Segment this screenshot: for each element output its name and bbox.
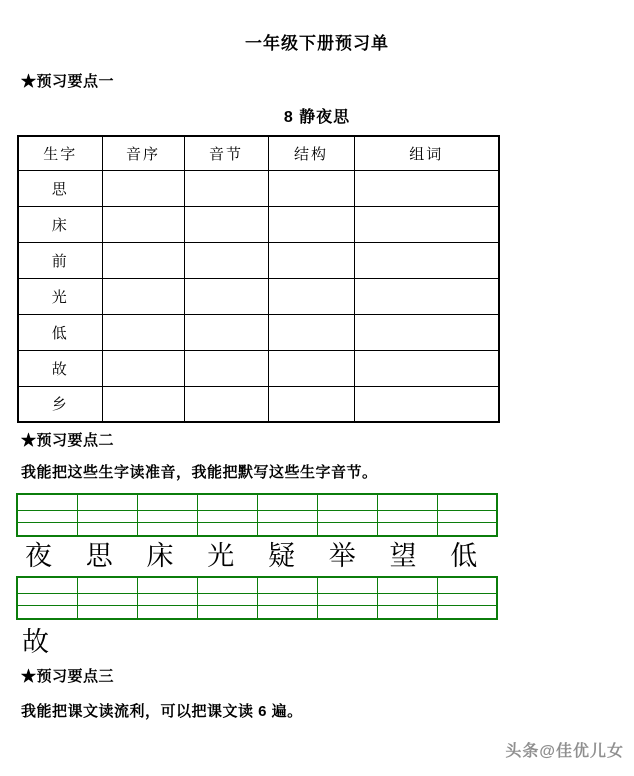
empty-cell bbox=[268, 314, 354, 350]
pinyin-cell bbox=[197, 605, 257, 619]
empty-cell bbox=[354, 206, 499, 242]
empty-cell bbox=[184, 242, 268, 278]
watermark: 头条@佳优儿女 bbox=[505, 743, 624, 760]
empty-cell bbox=[268, 242, 354, 278]
empty-cell bbox=[102, 278, 184, 314]
pinyin-cell bbox=[17, 577, 77, 593]
empty-cell bbox=[354, 314, 499, 350]
empty-cell bbox=[354, 386, 499, 422]
page-title: 一年级下册预习单 bbox=[245, 34, 389, 53]
pinyin-cell bbox=[137, 593, 197, 605]
pinyin-cell bbox=[377, 494, 437, 510]
pinyin-cell bbox=[197, 494, 257, 510]
pinyin-grid-1 bbox=[16, 493, 498, 537]
empty-cell bbox=[268, 206, 354, 242]
empty-cell bbox=[268, 350, 354, 386]
pinyin-grid-row bbox=[17, 522, 497, 536]
pinyin-grid-row bbox=[17, 494, 497, 510]
table-row bbox=[18, 350, 499, 386]
pinyin-cell bbox=[17, 494, 77, 510]
empty-cell bbox=[184, 170, 268, 206]
pinyin-cell bbox=[77, 494, 137, 510]
empty-cell bbox=[268, 386, 354, 422]
pinyin-cell bbox=[197, 522, 257, 536]
empty-cell bbox=[354, 350, 499, 386]
pinyin-grid-row bbox=[17, 577, 497, 593]
section3-heading: ★预习要点三 bbox=[21, 668, 115, 685]
empty-cell bbox=[102, 350, 184, 386]
empty-cell bbox=[184, 278, 268, 314]
pinyin-cell bbox=[17, 605, 77, 619]
table-row bbox=[18, 386, 499, 422]
section2-heading: ★预习要点二 bbox=[21, 432, 115, 449]
pinyin-cell bbox=[257, 494, 317, 510]
char-cell: 光 bbox=[18, 278, 102, 314]
pinyin-cell bbox=[377, 522, 437, 536]
pinyin-cell bbox=[137, 577, 197, 593]
empty-cell bbox=[102, 242, 184, 278]
empty-cell bbox=[354, 278, 499, 314]
section1-heading: ★预习要点一 bbox=[21, 73, 115, 90]
pinyin-grid-2 bbox=[16, 576, 498, 620]
table-row bbox=[18, 242, 499, 278]
pinyin-cell bbox=[257, 577, 317, 593]
pinyin-cell bbox=[17, 510, 77, 522]
empty-cell bbox=[354, 242, 499, 278]
vocab-header-cell: 生字 bbox=[18, 136, 102, 170]
practice-char: 疑 bbox=[268, 541, 295, 572]
pinyin-cell bbox=[77, 510, 137, 522]
empty-cell bbox=[268, 170, 354, 206]
practice-char: 故 bbox=[22, 627, 49, 658]
practice-char: 夜 bbox=[25, 541, 52, 572]
empty-cell bbox=[184, 386, 268, 422]
pinyin-cell bbox=[17, 593, 77, 605]
pinyin-cell bbox=[437, 577, 497, 593]
practice-char: 望 bbox=[389, 541, 417, 572]
empty-cell bbox=[184, 206, 268, 242]
empty-cell bbox=[102, 170, 184, 206]
empty-cell bbox=[102, 314, 184, 350]
section3-instruction: 我能把课文读流利，可以把课文读 6 遍。 bbox=[21, 703, 303, 720]
pinyin-cell bbox=[77, 593, 137, 605]
pinyin-cell bbox=[317, 593, 377, 605]
pinyin-cell bbox=[17, 522, 77, 536]
pinyin-cell bbox=[437, 522, 497, 536]
empty-cell bbox=[184, 350, 268, 386]
pinyin-cell bbox=[77, 577, 137, 593]
pinyin-cell bbox=[77, 605, 137, 619]
practice-char: 光 bbox=[207, 541, 235, 572]
pinyin-cell bbox=[137, 510, 197, 522]
empty-cell bbox=[102, 206, 184, 242]
pinyin-cell bbox=[137, 522, 197, 536]
empty-cell bbox=[354, 170, 499, 206]
pinyin-cell bbox=[137, 605, 197, 619]
table-row bbox=[18, 278, 499, 314]
empty-cell bbox=[102, 386, 184, 422]
table-row bbox=[18, 170, 499, 206]
section2-instruction: 我能把这些生字读准音，我能把默写这些生字音节。 bbox=[21, 464, 378, 481]
char-cell: 思 bbox=[18, 170, 102, 206]
practice-char: 床 bbox=[146, 541, 174, 572]
pinyin-grid-row bbox=[17, 593, 497, 605]
pinyin-cell bbox=[257, 605, 317, 619]
char-cell: 床 bbox=[18, 206, 102, 242]
practice-char: 思 bbox=[85, 541, 113, 572]
pinyin-cell bbox=[197, 593, 257, 605]
empty-cell bbox=[268, 278, 354, 314]
char-cell: 低 bbox=[18, 314, 102, 350]
vocab-header-cell: 结构 bbox=[268, 136, 354, 170]
pinyin-grid-row bbox=[17, 605, 497, 619]
char-cell: 前 bbox=[18, 242, 102, 278]
pinyin-cell bbox=[437, 605, 497, 619]
table-row bbox=[18, 314, 499, 350]
pinyin-cell bbox=[257, 593, 317, 605]
vocab-header-row bbox=[18, 136, 499, 170]
pinyin-cell bbox=[437, 510, 497, 522]
pinyin-cell bbox=[77, 522, 137, 536]
pinyin-cell bbox=[257, 522, 317, 536]
pinyin-cell bbox=[257, 510, 317, 522]
pinyin-cell bbox=[377, 510, 437, 522]
vocab-header-cell: 音节 bbox=[184, 136, 268, 170]
char-cell: 乡 bbox=[18, 386, 102, 422]
vocab-table bbox=[17, 135, 500, 423]
vocab-header-cell: 组词 bbox=[354, 136, 499, 170]
pinyin-cell bbox=[197, 510, 257, 522]
pinyin-cell bbox=[137, 494, 197, 510]
pinyin-char-row bbox=[16, 540, 502, 574]
lesson-title: 8 静夜思 bbox=[283, 109, 351, 126]
pinyin-cell bbox=[377, 593, 437, 605]
pinyin-cell bbox=[317, 605, 377, 619]
pinyin-cell bbox=[317, 510, 377, 522]
pinyin-cell bbox=[197, 577, 257, 593]
pinyin-cell bbox=[317, 494, 377, 510]
pinyin-cell bbox=[377, 605, 437, 619]
pinyin-cell bbox=[437, 494, 497, 510]
pinyin-cell bbox=[437, 593, 497, 605]
vocab-header-cell: 音序 bbox=[102, 136, 184, 170]
pinyin-cell bbox=[377, 577, 437, 593]
table-row bbox=[18, 206, 499, 242]
practice-char: 举 bbox=[328, 541, 356, 572]
pinyin-cell bbox=[317, 577, 377, 593]
empty-cell bbox=[184, 314, 268, 350]
pinyin-grid-row bbox=[17, 510, 497, 522]
char-cell: 故 bbox=[18, 350, 102, 386]
practice-char: 低 bbox=[450, 541, 478, 572]
pinyin-cell bbox=[317, 522, 377, 536]
